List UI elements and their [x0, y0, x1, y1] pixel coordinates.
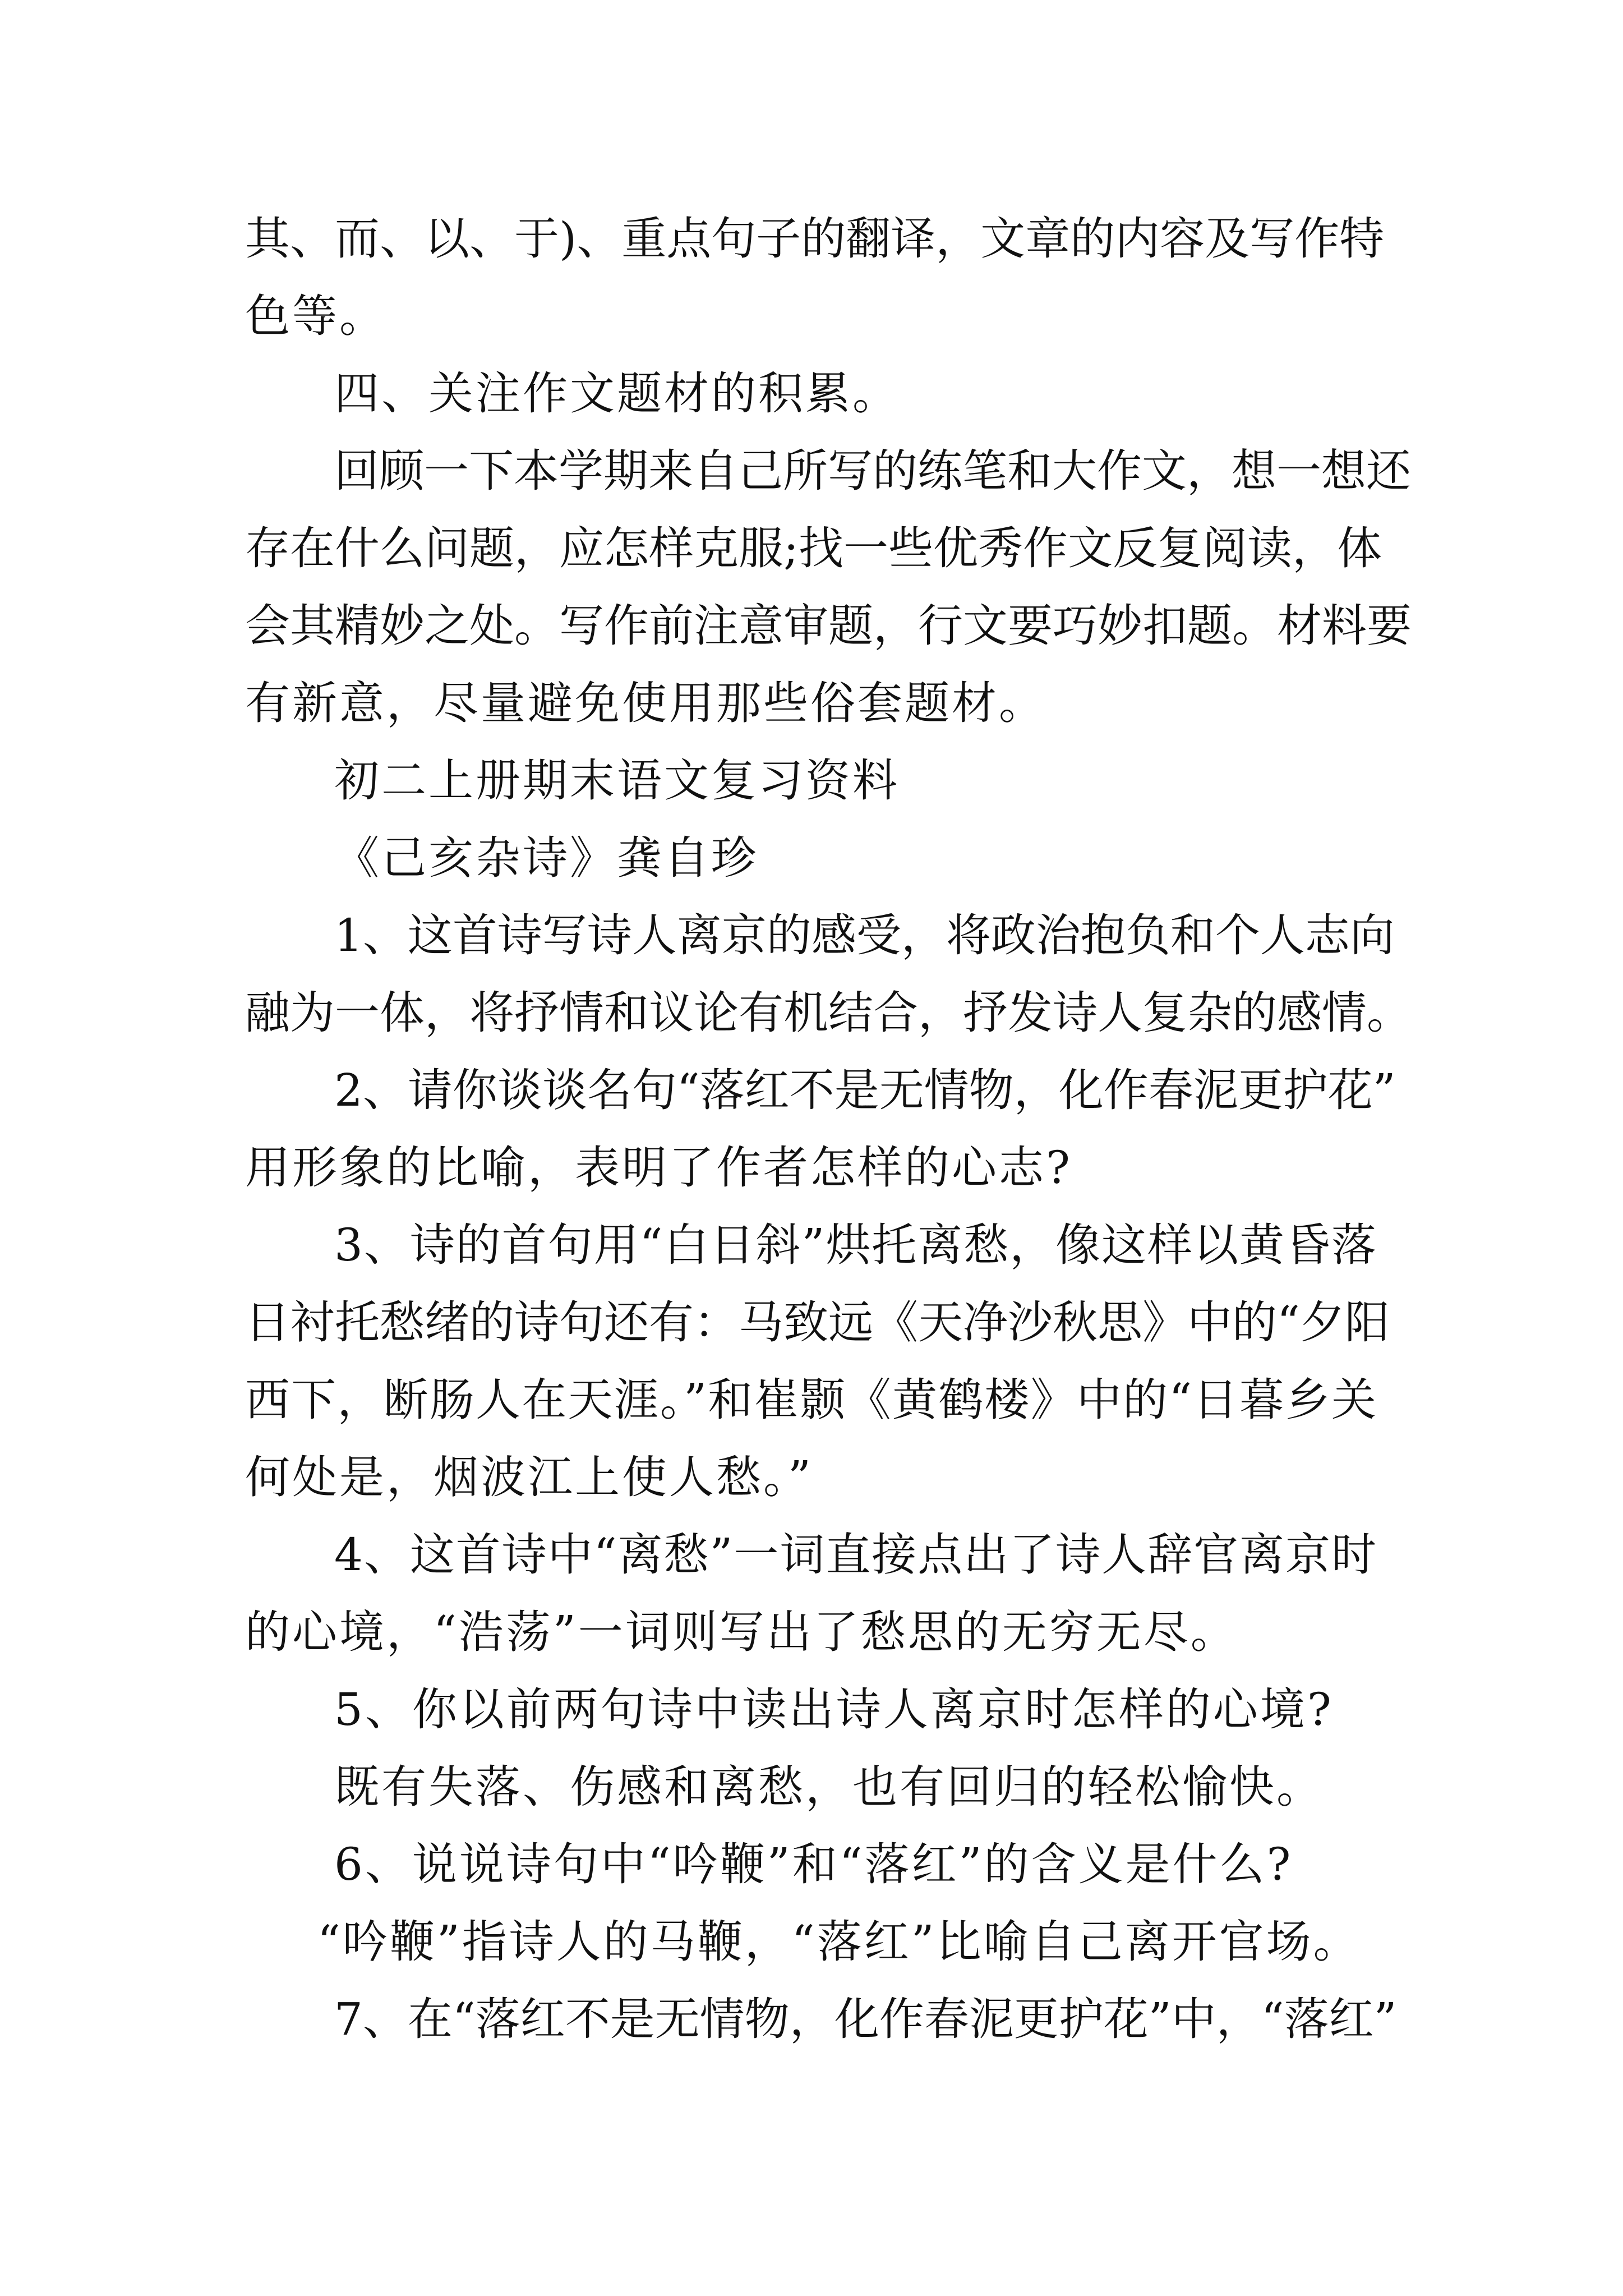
item-5-answer: 既有失落、伤感和离愁，也有回归的轻松愉快。 — [334, 1761, 1324, 1813]
item-1-line-1: 1、这首诗写诗人离京的感受，将政治抱负和个人志向 — [334, 909, 1395, 961]
item-4-line-1: 4、这首诗中“离愁”一词直接点出了诗人辞官离京时 — [334, 1529, 1376, 1581]
item-3-line-1: 3、诗的首句用“白日斜”烘托离愁，像这样以黄昏落 — [334, 1219, 1376, 1271]
text-line-2: 色等。 — [245, 290, 386, 342]
text-line-5: 存在什么问题，应怎样克服;找一些优秀作文反复阅读，体 — [245, 522, 1382, 574]
item-3-line-2: 日衬托愁绪的诗句还有：马致远《天净沙秋思》中的“夕阳 — [245, 1296, 1390, 1349]
item-3-line-3: 西下，断肠人在天涯。”和崔颢《黄鹤楼》中的“日暮乡关 — [245, 1374, 1376, 1426]
poem-title: 《己亥杂诗》龚自珍 — [334, 832, 758, 884]
text-line-7: 有新意，尽量避免使用那些俗套题材。 — [245, 677, 1046, 729]
item-5-question: 5、你以前两句诗中读出诗人离京时怎样的心境? — [334, 1683, 1334, 1736]
text-line-6: 会其精妙之处。写作前注意审题，行文要巧妙扣题。材料要 — [245, 600, 1412, 652]
item-1-line-2: 融为一体，将抒情和议论有机结合，抒发诗人复杂的感情。 — [245, 987, 1412, 1039]
item-3-line-4: 何处是，烟波江上使人愁。” — [245, 1451, 813, 1503]
section-heading: 四、关注作文题材的积累。 — [334, 367, 900, 420]
item-2-line-1: 2、请你谈谈名句“落红不是无情物，化作春泥更护花” — [334, 1064, 1396, 1116]
document-title: 初二上册期末语文复习资料 — [334, 754, 900, 807]
item-7-line-1: 7、在“落红不是无情物，化作春泥更护花”中，“落红” — [334, 1993, 1397, 2045]
text-line-1: 其、而、以、于)、重点句子的翻译，文章的内容及写作特 — [245, 213, 1385, 265]
item-6-answer: “吟鞭”指诗人的马鞭，“落红”比喻自己离开官场。 — [317, 1916, 1361, 1968]
text-line-4: 回顾一下本学期来自己所写的练笔和大作文，想一想还 — [334, 445, 1411, 497]
item-4-line-2: 的心境，“浩荡”一词则写出了愁思的无穷无尽。 — [245, 1606, 1238, 1658]
item-2-line-2: 用形象的比喻，表明了作者怎样的心志? — [245, 1142, 1072, 1194]
item-6-question: 6、说说诗句中“吟鞭”和“落红”的含义是什么? — [334, 1838, 1293, 1890]
